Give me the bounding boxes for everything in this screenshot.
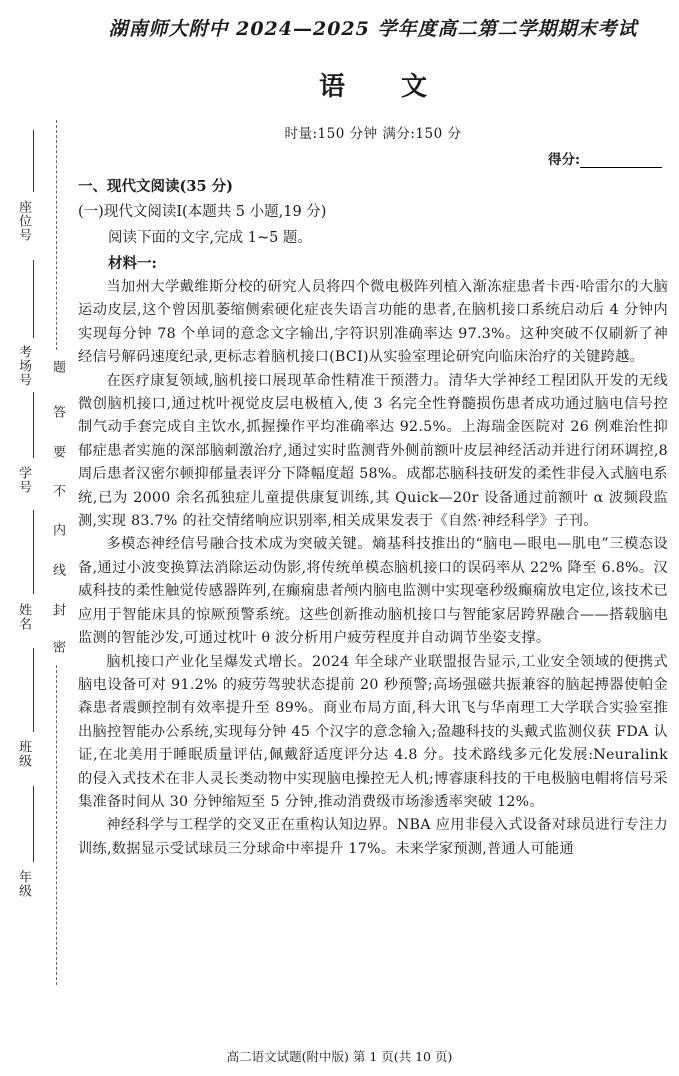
score-label: 得分:	[548, 152, 580, 168]
seal-line-bottom	[56, 665, 57, 985]
grade-field[interactable]	[33, 786, 34, 862]
section-heading: 一、现代文阅读(35 分)	[78, 178, 233, 195]
exam-title: 湖南师大附中 2024—2025 学年度高二第二学期期末考试	[108, 18, 638, 40]
name-label: 姓名	[16, 603, 31, 631]
exam-room-field[interactable]	[33, 260, 34, 338]
reading-instruction: 阅读下面的文字,完成 1~5 题。	[108, 230, 312, 246]
student-id-label: 学号	[16, 466, 31, 494]
seat-number-label: 座位号	[16, 200, 31, 242]
paragraph: 在医疗康复领域,脑机接口展现革命性精准干预潜力。清华大学神经工程团队开发的无线微创脑机接口,通过枕叶视觉皮层电极植入,使 3 名完全性脊髓损伤患者成功通过脑电信号控制气动手套完成自主饮水,抓握操作平均准确率达 92.5%。上海瑞金医院对 26 例难治性抑郁症患者实施的深部脑刺激治疗,通过实时监测背外侧前额叶皮层神经活动并进行闭环调控,8 周后患者汉密尔顿抑郁量表评分下降幅度超 58%。成都芯脑科技研发的柔性非侵入式脑电系统,已为 2000 余名孤独症儿童提供康复训练,其 Quick—20r 设备通过前额叶 α 波频段监测,实现 83.7% 的社交情绪响应识别率,相关成果发表于《自然·神经科学》子刊。	[78, 372, 668, 530]
time-and-score-info: 时量:150 分钟 满分:150 分	[284, 126, 462, 142]
seat-number-field[interactable]	[33, 130, 34, 192]
seal-char: 内	[50, 523, 65, 536]
class-label: 班级	[16, 740, 31, 768]
score-field[interactable]	[580, 153, 662, 168]
grade-label: 年级	[16, 870, 31, 898]
seal-char: 要	[50, 445, 65, 458]
reading-passage	[78, 276, 668, 861]
seal-char: 题	[50, 360, 65, 373]
seal-char: 不	[50, 484, 65, 497]
page-footer: 高二语文试题(附中版) 第 1 页(共 10 页)	[226, 1049, 453, 1064]
binding-margin	[0, 0, 75, 1076]
seal-char: 线	[50, 563, 65, 576]
score-box	[548, 148, 662, 168]
material-label: 材料一:	[108, 255, 157, 272]
paragraph: 多模态神经信号融合技术成为突破关键。熵基科技推出的“脑电—眼电—肌电”三模态设备,通过小波变换算法消除运动伪影,将传统单模态脑机接口的误码率从 22% 降至 6.8%。汉威科技的柔性触觉传感器阵列,在癫痫患者颅内脑电监测中实现毫秒级癫痫放电定位,该技术已应用于智能床具的惊厥预警系统。这些创新推动脑机接口与智能家居跨界融合——搭载脑电监测的智能沙发,可通过枕叶 θ 波分析用户疲劳程度并自动调节坐姿支撑。	[78, 536, 668, 647]
name-field[interactable]	[33, 510, 34, 594]
paragraph: 脑机接口产业化呈爆发式增长。2024 年全球产业联盟报告显示,工业安全领域的便携式脑电设备可对 91.2% 的疲劳驾驶状态提前 20 秒预警;高场强磁共振兼容的脑起搏器使帕金森患者震颤控制有效率提升至 89%。商业布局方面,科大讯飞与华南理工大学联合实验室推出脑控智能办公系统,实现每分钟 45 个汉字的意念输入;盈趣科技的头戴式监测仪获 FDA 认证,在北美用于睡眠质量评估,佩戴舒适度评分达 4.8 分。技术路线多元化发展:Neuralink 的侵入式技术在非人灵长类动物中实现脑电操控无人机;博睿康科技的干电极脑电帽将信号采集准备时间从 30 分钟缩短至 5 分钟,推动消费级市场渗透率突破 12%。	[78, 653, 668, 810]
exam-room-label: 考场号	[16, 345, 31, 387]
paragraph: 当加州大学戴维斯分校的研究人员将四个微电极阵列植入渐冻症患者卡西·哈雷尔的大脑运动皮层,这个曾因肌萎缩侧索硬化症丧失语言功能的患者,在脑机接口系统启动后 4 分钟内实现每分钟 78 个单词的意念文字输出,字符识别准确率达 97.3%。这种突破不仅刷新了神经信号解码速度纪录,更标志着脑机接口(BCI)从实验室理论研究向临床治疗的关键跨越。	[78, 279, 668, 366]
paragraph: 神经科学与工程学的交叉正在重构认知边界。NBA 应用非侵入式设备对球员进行专注力训练,数据显示受试球员三分球命中率提升 17%。未来学家预测,普通人可能通	[78, 817, 668, 857]
subsection-heading: (一)现代文阅读Ⅰ(本题共 5 小题,19 分)	[78, 204, 327, 220]
subject-title: 语文	[318, 72, 483, 102]
class-field[interactable]	[33, 648, 34, 732]
student-id-field[interactable]	[33, 392, 34, 458]
seal-char: 答	[50, 405, 65, 418]
seal-char: 封	[50, 603, 65, 616]
seal-char: 密	[50, 640, 65, 653]
seal-line-top	[56, 120, 57, 350]
